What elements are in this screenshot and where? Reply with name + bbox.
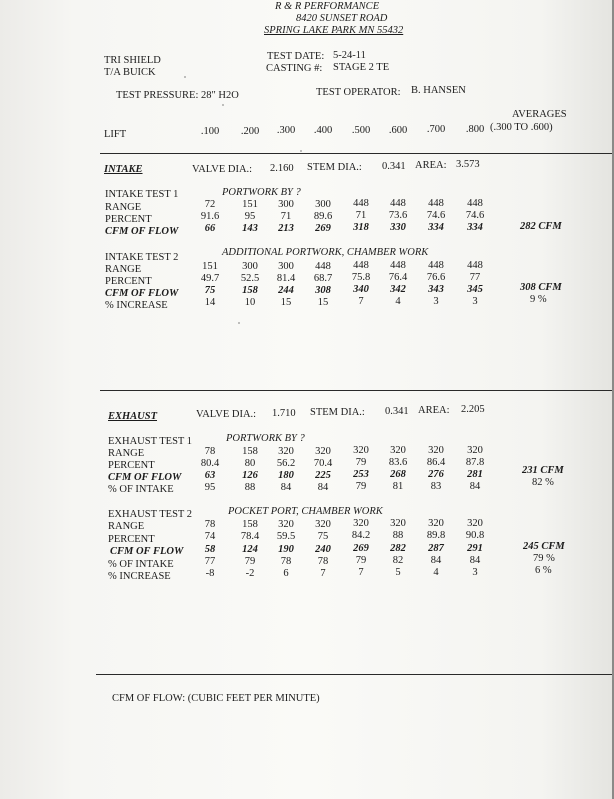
exhaust-test2-percent-value: 88 xyxy=(392,530,404,542)
exhaust-valve-dia-label: VALVE DIA.: xyxy=(196,409,257,420)
exhaust-test2-percent-value: 75 xyxy=(317,530,329,542)
test-date-label: TEST DATE: xyxy=(267,51,325,62)
intake-test1-cfm-value: 269 xyxy=(315,222,331,234)
exhaust-test2-range-value: 78 xyxy=(204,519,216,530)
lift-value: .500 xyxy=(351,124,371,136)
averages-title: AVERAGES xyxy=(512,109,567,120)
exhaust-test2-percent-value: 59.5 xyxy=(276,530,296,542)
exhaust-test2-range-value: 320 xyxy=(315,518,331,530)
intake-test2-percent-label: PERCENT xyxy=(105,276,152,287)
exhaust-test1-percent-value: 79 xyxy=(355,457,367,469)
intake-test1-range-value: 72 xyxy=(204,199,216,210)
exhaust-test1-cfm-value: 63 xyxy=(204,470,216,481)
intake-test2-percent-value: 75.8 xyxy=(351,272,371,284)
operator-value: B. HANSEN xyxy=(411,85,466,96)
exhaust-test2-cfm-value: 291 xyxy=(467,542,483,554)
intake-test1-cfm-value: 143 xyxy=(242,222,258,234)
exhaust-test2-cfm-value: 269 xyxy=(353,543,369,555)
exhaust-test1-cfm-value: 276 xyxy=(428,469,444,481)
intake-test1-range-label: RANGE xyxy=(105,202,142,213)
intake-test2-title: INTAKE TEST 2 xyxy=(105,252,179,263)
exhaust-test1-range-value: 320 xyxy=(390,445,406,457)
intake-test2-cfm-label: CFM OF FLOW xyxy=(105,288,179,299)
exhaust-test2-range-value: 320 xyxy=(390,518,406,530)
exhaust-test2-pct-intake-value: 77 xyxy=(204,556,216,567)
intake-test2-range-value: 300 xyxy=(242,260,258,272)
intake-stem-dia-value: 0.341 xyxy=(382,161,406,172)
exhaust-test2-cfm-value: 58 xyxy=(204,544,216,555)
exhaust-test2-increase-value: 3 xyxy=(472,566,478,578)
exhaust-test2-increase-value: 4 xyxy=(433,567,439,579)
exhaust-test2-percent-value: 90.8 xyxy=(465,529,485,541)
exhaust-test1-pct-intake-value: 84 xyxy=(469,480,481,492)
intake-test1-cfm-value: 318 xyxy=(353,222,369,234)
intake-test2-range-value: 448 xyxy=(428,260,444,272)
intake-area-label: AREA: xyxy=(415,160,447,171)
intake-test2-range-label: RANGE xyxy=(105,264,142,275)
intake-test1-range-value: 448 xyxy=(390,198,406,210)
lift-value: .800 xyxy=(465,123,485,135)
exhaust-test1-pct-intake-value: 95 xyxy=(204,482,216,493)
intake-test2-increase-value: 14 xyxy=(204,297,216,308)
exhaust-test2-percent-label: PERCENT xyxy=(108,534,155,545)
lift-value: .400 xyxy=(313,125,333,137)
intake-test2-cfm-value: 345 xyxy=(467,283,483,295)
exhaust-test1-cfm-value: 126 xyxy=(242,469,258,481)
exhaust-test1-avg-cfm: 231 CFM xyxy=(522,465,564,476)
exhaust-test1-range-value: 320 xyxy=(467,444,483,456)
exhaust-test1-percent-value: 83.6 xyxy=(388,457,408,469)
exhaust-stem-dia-label: STEM DIA.: xyxy=(310,407,365,418)
exhaust-test1-pct-intake-value: 83 xyxy=(430,481,442,493)
exhaust-test1-cfm-value: 180 xyxy=(278,469,294,481)
intake-test2-note: ADDITIONAL PORTWORK, CHAMBER WORK xyxy=(222,247,429,258)
intake-test2-range-value: 448 xyxy=(353,260,369,272)
intake-test2-cfm-value: 75 xyxy=(204,285,216,296)
exhaust-test2-range-label: RANGE xyxy=(108,521,145,532)
scan-speck xyxy=(238,322,240,324)
exhaust-test1-percent-value: 80 xyxy=(244,457,256,469)
intake-test2-cfm-value: 308 xyxy=(315,284,331,296)
intake-test2-percent-value: 49.7 xyxy=(200,273,220,284)
exhaust-area-value: 2.205 xyxy=(461,404,485,415)
lift-value: .200 xyxy=(240,125,260,137)
intake-valve-dia-value: 2.160 xyxy=(270,163,294,174)
exhaust-test1-pct-intake-value: 84 xyxy=(317,481,329,493)
intake-test2-avg-cfm: 308 CFM xyxy=(520,282,562,293)
exhaust-test2-increase-value: 6 xyxy=(283,567,289,579)
exhaust-test2-avg-pct: 79 % xyxy=(533,553,555,564)
lift-value: .300 xyxy=(276,125,296,137)
exhaust-test1-pct-intake-value: 79 xyxy=(355,481,367,493)
exhaust-test2-note: POCKET PORT, CHAMBER WORK xyxy=(228,506,383,517)
intake-test2-percent-value: 76.6 xyxy=(426,272,446,284)
exhaust-valve-dia-value: 1.710 xyxy=(272,408,296,419)
exhaust-area-label: AREA: xyxy=(418,405,450,416)
intake-test2-cfm-value: 342 xyxy=(390,284,406,296)
exhaust-test1-range-value: 320 xyxy=(428,445,444,457)
exhaust-test1-cfm-value: 281 xyxy=(467,468,483,480)
intake-test1-cfm-label: CFM OF FLOW xyxy=(105,226,179,237)
intake-test2-percent-value: 76.4 xyxy=(388,272,408,284)
intake-test2-increase-label: % INCREASE xyxy=(105,300,168,311)
intake-test1-percent-value: 73.6 xyxy=(388,210,408,222)
intake-test1-cfm-value: 213 xyxy=(278,222,294,234)
head-line-1: TRI SHIELD xyxy=(104,55,161,66)
exhaust-test1-cfm-value: 253 xyxy=(353,469,369,481)
intake-test1-cfm-value: 66 xyxy=(204,223,216,234)
lift-label: LIFT xyxy=(104,129,127,140)
intake-test1-percent-value: 71 xyxy=(355,210,367,222)
exhaust-test2-increase-value: 5 xyxy=(395,567,401,579)
exhaust-stem-dia-value: 0.341 xyxy=(385,406,409,417)
intake-test2-range-value: 448 xyxy=(390,260,406,272)
intake-test2-percent-value: 52.5 xyxy=(240,272,260,284)
intake-test2-increase-value: 7 xyxy=(358,296,364,308)
exhaust-test2-pct-intake-value: 82 xyxy=(392,555,404,567)
exhaust-test2-increase-label: % INCREASE xyxy=(108,571,171,582)
exhaust-test1-note: PORTWORK BY ? xyxy=(226,433,305,444)
exhaust-test2-range-value: 158 xyxy=(242,518,258,530)
intake-test1-percent-value: 74.6 xyxy=(465,209,485,221)
exhaust-test2-cfm-value: 287 xyxy=(428,543,444,555)
exhaust-test2-range-value: 320 xyxy=(353,518,369,530)
exhaust-test1-percent-value: 56.2 xyxy=(276,457,296,469)
exhaust-test2-pct-intake-value: 84 xyxy=(469,554,481,566)
exhaust-test1-pct-intake-value: 84 xyxy=(280,481,292,493)
intake-test1-percent-value: 74.6 xyxy=(426,210,446,222)
intake-test1-range-value: 151 xyxy=(242,198,258,210)
intake-test1-percent-value: 95 xyxy=(244,210,256,222)
exhaust-test2-pct-intake-value: 84 xyxy=(430,555,442,567)
exhaust-test1-pct-intake-value: 81 xyxy=(392,481,404,493)
intake-test2-increase-value: 15 xyxy=(280,296,292,308)
intake-test2-increase-value: 10 xyxy=(244,296,256,308)
intake-test2-range-value: 151 xyxy=(202,261,218,272)
intake-test1-note: PORTWORK BY ? xyxy=(222,187,301,198)
intake-test2-cfm-value: 340 xyxy=(353,284,369,296)
intake-test1-percent-label: PERCENT xyxy=(105,214,152,225)
exhaust-test2-cfm-value: 190 xyxy=(278,543,294,555)
exhaust-test1-percent-label: PERCENT xyxy=(108,460,155,471)
exhaust-test1-percent-value: 86.4 xyxy=(426,457,446,469)
intake-test2-cfm-value: 343 xyxy=(428,284,444,296)
exhaust-test1-range-value: 158 xyxy=(242,445,258,457)
exhaust-test2-pct-intake-value: 78 xyxy=(280,555,292,567)
exhaust-test2-range-value: 320 xyxy=(278,518,294,530)
exhaust-title: EXHAUST xyxy=(108,411,158,422)
exhaust-test1-range-value: 320 xyxy=(278,445,294,457)
intake-test2-increase-value: 3 xyxy=(433,296,439,308)
divider-middle xyxy=(100,390,614,391)
scan-speck xyxy=(300,150,302,152)
exhaust-test2-pct-intake-value: 78 xyxy=(317,555,329,567)
intake-test2-percent-value: 81.4 xyxy=(276,272,296,284)
intake-test1-percent-value: 89.6 xyxy=(313,210,333,222)
intake-test1-title: INTAKE TEST 1 xyxy=(105,189,179,200)
exhaust-test1-range-value: 78 xyxy=(204,446,216,457)
exhaust-test1-cfm-value: 225 xyxy=(315,469,331,481)
intake-test2-range-value: 300 xyxy=(278,260,294,272)
intake-test2-range-value: 448 xyxy=(467,259,483,271)
intake-test1-percent-value: 91.6 xyxy=(200,211,220,222)
divider-bottom xyxy=(96,674,614,675)
intake-stem-dia-label: STEM DIA.: xyxy=(307,162,362,173)
address-line-2: SPRING LAKE PARK MN 55432 xyxy=(264,25,404,36)
exhaust-test2-increase-value: -8 xyxy=(205,568,215,579)
exhaust-test2-percent-value: 84.2 xyxy=(351,530,371,542)
intake-test2-range-value: 448 xyxy=(315,260,331,272)
intake-title: INTAKE xyxy=(104,164,143,175)
lift-value: .100 xyxy=(200,126,220,137)
intake-valve-dia-label: VALVE DIA.: xyxy=(192,164,253,175)
intake-test1-cfm-value: 334 xyxy=(467,221,483,233)
intake-test1-range-value: 448 xyxy=(353,198,369,210)
company-name: R & R PERFORMANCE xyxy=(275,1,380,12)
intake-test2-cfm-value: 158 xyxy=(242,284,258,296)
exhaust-test1-cfm-label: CFM OF FLOW xyxy=(108,472,182,483)
intake-test2-increase-value: 3 xyxy=(472,295,478,307)
intake-test1-range-value: 300 xyxy=(278,198,294,210)
averages-range: (.300 TO .600) xyxy=(490,122,553,133)
intake-test1-avg-cfm: 282 CFM xyxy=(520,221,562,232)
intake-test2-increase-value: 4 xyxy=(395,296,401,308)
exhaust-test2-range-value: 320 xyxy=(467,517,483,529)
exhaust-test2-increase-value: 7 xyxy=(358,567,364,579)
exhaust-test1-cfm-value: 268 xyxy=(390,469,406,481)
exhaust-test2-avg-cfm: 245 CFM xyxy=(523,541,565,552)
operator-label: TEST OPERATOR: xyxy=(316,87,401,98)
exhaust-test2-pct-intake-value: 79 xyxy=(355,555,367,567)
exhaust-test2-avg-increase: 6 % xyxy=(535,565,552,576)
exhaust-test2-increase-value: -2 xyxy=(245,567,255,579)
scan-speck xyxy=(184,76,186,78)
casting-value: STAGE 2 TE xyxy=(333,62,390,73)
footer-note: CFM OF FLOW: (CUBIC FEET PER MINUTE) xyxy=(112,693,320,704)
exhaust-test1-pct-intake-value: 88 xyxy=(244,481,256,493)
divider-top xyxy=(100,153,614,154)
exhaust-test1-percent-value: 70.4 xyxy=(313,457,333,469)
exhaust-test2-cfm-value: 124 xyxy=(242,543,258,555)
exhaust-test2-range-value: 320 xyxy=(428,518,444,530)
test-pressure: TEST PRESSURE: 28" H2O xyxy=(116,90,239,101)
intake-area-value: 3.573 xyxy=(456,159,480,170)
exhaust-test2-cfm-label: CFM OF FLOW xyxy=(110,546,184,557)
intake-test2-percent-value: 68.7 xyxy=(313,272,333,284)
intake-test1-cfm-value: 330 xyxy=(390,222,406,234)
intake-test2-avg-increase: 9 % xyxy=(530,294,547,305)
exhaust-test1-percent-value: 87.8 xyxy=(465,456,485,468)
exhaust-test2-increase-value: 7 xyxy=(320,567,326,579)
exhaust-test2-pct-intake-value: 79 xyxy=(244,555,256,567)
intake-test1-cfm-value: 334 xyxy=(428,222,444,234)
exhaust-test1-avg-pct: 82 % xyxy=(532,477,554,488)
intake-test2-increase-value: 15 xyxy=(317,296,329,308)
exhaust-test1-range-value: 320 xyxy=(315,445,331,457)
intake-test1-range-value: 448 xyxy=(428,198,444,210)
exhaust-test1-range-label: RANGE xyxy=(108,448,145,459)
head-line-2: T/A BUICK xyxy=(104,67,156,78)
exhaust-test2-percent-value: 78.4 xyxy=(240,530,260,542)
exhaust-test2-cfm-value: 240 xyxy=(315,543,331,555)
exhaust-test1-percent-value: 80.4 xyxy=(200,458,220,469)
exhaust-test1-pct-intake-label: % OF INTAKE xyxy=(108,484,174,495)
exhaust-test2-pct-intake-label: % OF INTAKE xyxy=(108,559,174,570)
scan-speck xyxy=(222,104,224,106)
test-date-value: 5-24-11 xyxy=(333,50,366,61)
exhaust-test1-title: EXHAUST TEST 1 xyxy=(108,436,193,447)
intake-test1-range-value: 300 xyxy=(315,198,331,210)
exhaust-test2-title: EXHAUST TEST 2 xyxy=(108,509,193,520)
intake-test1-percent-value: 71 xyxy=(280,210,292,222)
address-line-1: 8420 SUNSET ROAD xyxy=(296,13,388,24)
exhaust-test2-cfm-value: 282 xyxy=(390,543,406,555)
exhaust-test2-percent-value: 74 xyxy=(204,531,216,542)
lift-value: .700 xyxy=(426,124,446,136)
exhaust-test2-percent-value: 89.8 xyxy=(426,530,446,542)
intake-test2-cfm-value: 244 xyxy=(278,284,294,296)
lift-value: .600 xyxy=(388,124,408,136)
casting-label: CASTING #: xyxy=(266,63,323,74)
intake-test1-range-value: 448 xyxy=(467,197,483,209)
intake-test2-percent-value: 77 xyxy=(469,271,481,283)
exhaust-test1-range-value: 320 xyxy=(353,445,369,457)
